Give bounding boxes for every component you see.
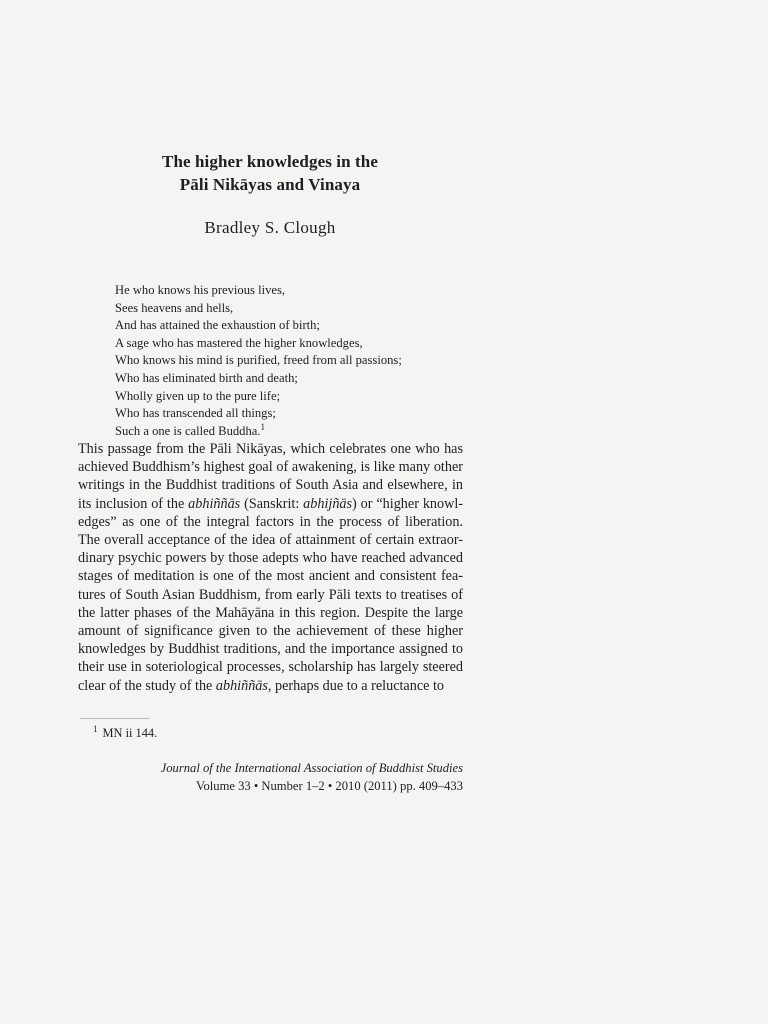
body-line [78,677,463,695]
body-line [78,495,463,513]
body-line [78,458,463,476]
verse-line-text: Such a one is called Buddha. [115,423,261,438]
verse-line: He who knows his previous lives, [115,283,286,297]
body-line-text: amount of significance given to the achievement of these higher [78,623,463,640]
body-line [78,440,463,458]
verse-line: And has attained the exhaustion of birth; [115,318,320,333]
body-line [78,531,463,549]
body-line [78,586,463,604]
body-line-text: knowledges by Buddhist traditions, and the importance assigned to [78,641,463,658]
body-line-text: tures of South Asian Buddhism, from early Pāli texts to treatises of [78,586,463,603]
body-line-text: This passage from the Pāli Nikāyas, which celebrates one who has [78,441,463,457]
body-line [78,604,463,622]
body-line-text: their use in soteriological processes, scholarship has largely steered [78,659,463,676]
body-line-text: edges” as one of the integral factors in the process of liberation. [78,513,463,530]
body-line-text: its inclusion of the abhiññās (Sanskrit: abhijñās) or “higher knowl- [78,495,464,512]
body-line-text: clear of the study of the abhiññās, perhaps due to a reluctance to [78,677,445,694]
article-title-line-2: Pāli Nikāyas and Vinaya [179,175,361,194]
verse-line: Who has transcended all things; [115,406,276,421]
footnote-separator [80,718,150,719]
body-line [78,567,463,585]
journal-citation [80,760,463,795]
body-line [78,476,463,494]
body-line-text: achieved Buddhism’s highest goal of awakening, is like many other [78,459,463,476]
body-line [78,658,463,676]
body-line-text: The overall acceptance of the idea of attainment of certain extraor- [78,532,463,549]
journal-volume-info: Volume 33 • Number 1–2 • 2010 (2011) pp. 409–433 [196,778,463,793]
article-title [80,150,460,196]
footnote-number: 1 [93,723,98,734]
body-line-text: writings in the Buddhist traditions of South Asia and elsewhere, in [78,477,463,494]
body-line-text: dinary psychic powers by those adepts who have reached advanced [78,550,463,567]
body-line [78,640,463,658]
body-line [78,549,463,567]
verse-line: Who knows his mind is purified, freed from all passions; [115,353,402,368]
verse-line: Wholly given up to the pure life; [115,388,281,403]
footnote-text: MN ii 144. [102,726,158,740]
body-paragraph [78,440,463,695]
verse-line: A sage who has mastered the higher knowledges, [115,335,363,350]
article-title-line-1: The higher knowledges in the [162,152,378,171]
article-author: Bradley S. Clough [204,218,336,237]
body-line [78,622,463,640]
verse-line: Who has eliminated birth and death; [115,370,298,385]
epigraph-verse [115,282,475,440]
verse-line-last [115,423,475,441]
journal-name: Journal of the International Association of Buddhist Studies [160,761,463,775]
body-line-text: the latter phases of the Mahāyāna in this region. Despite the large [78,604,463,621]
verse-line: Sees heavens and hells, [115,300,234,315]
footnote [93,723,158,741]
body-line [78,513,463,531]
footnote-reference[interactable]: 1 [260,421,265,432]
body-line-text: stages of meditation is one of the most ancient and consistent fea- [78,568,463,585]
